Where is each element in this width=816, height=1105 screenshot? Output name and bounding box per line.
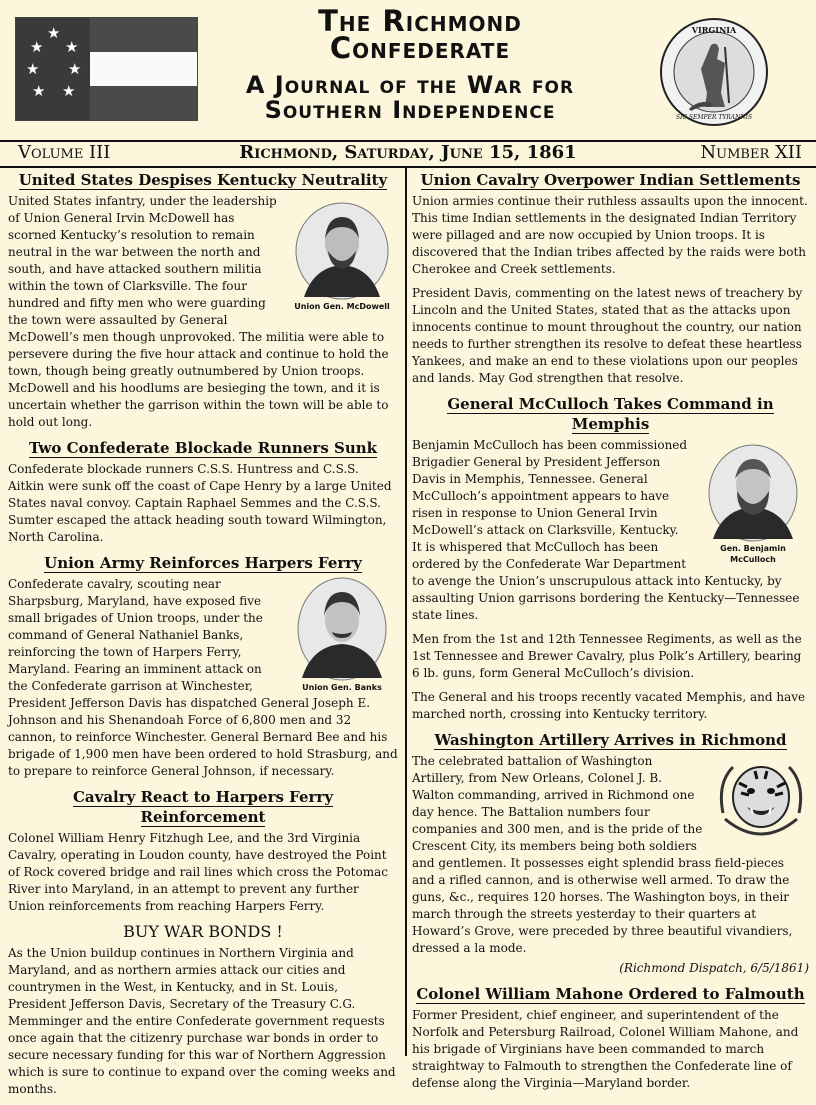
article-body: Confederate blockade runners C.S.S. Huntress and C.S.S. Aitkin were sunk off the coast of Cape Henry by a large United States naval convoy. Captain Raphael Semmes and the C.S.S. Sumter escaped the attack heading south toward Wilmington, North Carolina. (8, 462, 392, 544)
article-indian-settlements (412, 170, 809, 387)
article-cavalry-react (8, 787, 398, 915)
headline: Washington Artillery Arrives in Richmond (434, 731, 787, 749)
headline: General McCulloch Takes Command in Memphis (447, 395, 774, 433)
article-body: Union armies continue their ruthless assaults upon the innocent. This time Indian settlements in the designated Indian Territory were pillaged and are now occupied by Union troops. It is discovered that the Indian tribes affected by the raids were both Cherokee and Creek settlements. (412, 194, 808, 276)
article-body: Benjamin McCulloch has been commissioned Brigadier General by President Jefferson Davis in Memphis, Tennessee. General McCulloch’s appointment appears to have risen in response to Union General Irvin McDowell’s attack on Clarksville, Kentucky. It is whispered that McCulloch has been ordered by the Confederate War Department to avenge the Union’s unscrupulous attack into Kentucky, by assaulting Union garrisons bordering the Kentucky—Tennessee state lines. (412, 438, 800, 622)
headline: Cavalry React to Harpers Ferry Reinforcement (72, 788, 334, 826)
headline: Colonel William Mahone Ordered to Falmouth (416, 985, 805, 1003)
tiger-head-icon (715, 753, 807, 851)
article-body: The celebrated battalion of Washington Artillery, from New Orleans, Colonel J. B. Walton commanding, arrived in Richmond one day hence. The Battalion numbers four companies and 300 men, and is the pride of the Crescent City, its members being both soldiers and gentlemen. It possesses eight splendid brass field-pieces and a rifled cannon, and is otherwise well armed. To draw the guns, &c., requires 120 horses. The Washington boys, in their march through the streets yesterday to their quarters at Howard’s Grove, were preceded by three beautiful vivandiers, dressed a la mode. (412, 754, 793, 955)
headline: Two Confederate Blockade Runners Sunk (28, 439, 378, 457)
article-mcculloch (412, 394, 809, 723)
left-column (8, 170, 398, 1105)
article-blockade-runners (8, 438, 398, 546)
newspaper-subtitle: A Journal of the War for Southern Independence (245, 71, 575, 124)
column-divider (405, 166, 407, 1056)
article-body: President Davis, commenting on the latest news of treachery by Lincoln and the United States, stated that as the attacks upon innocents continue to mount throughout the country, our nation needs to further strengthen its resolve to defeat these heartless Yankees, and make an end to these violations upon our peoples and lands. May God strengthen that resolve. (412, 286, 803, 385)
newspaper-title: The Richmond Confederate (318, 4, 522, 65)
headline: BUY WAR BONDS ! (123, 922, 283, 941)
article-body: Former President, chief engineer, and superintendent of the Norfolk and Petersburg Railroad, Colonel William Mahone, and his brigade of Virginians have been commanded to march straightway to Falmouth to strengthen the Confederate line of defense along the Virginia—Maryland border. (412, 1008, 799, 1090)
article-body: The General and his troops recently vacated Memphis, and have marched north, crossing into Kentucky territory. (412, 690, 806, 721)
mcculloch-portrait: Gen. Benjamin McCulloch (697, 443, 809, 565)
article-harpers-ferry (8, 553, 398, 780)
portrait-icon (294, 576, 390, 682)
portrait-icon (294, 201, 390, 301)
svg-text:SIC SEMPER TYRANNIS: SIC SEMPER TYRANNIS (675, 114, 753, 121)
article-war-bonds (8, 922, 398, 1098)
issue-number: Number XII (700, 142, 802, 163)
article-body: Colonel William Henry Fitzhugh Lee, and the 3rd Virginia Cavalry, operating in Loudon county, have destroyed the Point of Rock covered bridge and rail lines which cross the Potomac River into Maryland, in an attempt to prevent any further Union reinforcements from reaching Harpers Ferry. (8, 831, 388, 913)
issue-date: Richmond, Saturday, June 15, 1861 (239, 142, 577, 163)
citation: (Richmond Dispatch, 6/5/1861) (619, 961, 809, 975)
article-body: Men from the 1st and 12th Tennessee Regiments, as well as the 1st Tennessee and Brewer Cavalry, plus Polk’s Artillery, bearing 6 lb. guns, form General McCulloch’s division. (412, 632, 802, 680)
volume-label: Volume III (18, 142, 111, 163)
banks-portrait: Union Gen. Banks (286, 576, 398, 693)
article-washington-artillery (412, 730, 809, 977)
right-column (412, 170, 809, 1099)
mcdowell-portrait: Union Gen. McDowell (286, 201, 398, 312)
tiger-emblem (713, 753, 809, 851)
headline: Union Cavalry Overpower Indian Settlements (420, 171, 801, 189)
dateline-bar (0, 140, 816, 168)
article-body: As the Union buildup continues in Northern Virginia and Maryland, and as northern armies attack our cities and countrymen in the West, in Kentucky, and in St. Louis, President Jefferson Davis, Secretary of the Treasury C.G. Memminger and the entire Confederate government requests once again that the citizenry purchase war bonds in order to secure necessary funding for this war of Northern Aggression which is sure to continue to expand over the coming weeks and months. (8, 946, 396, 1096)
masthead (0, 0, 816, 138)
svg-text:VIRGINIA: VIRGINIA (691, 25, 737, 35)
virginia-seal-icon (659, 17, 769, 127)
article-body: United States infantry, under the leadership of Union General Irvin McDowell has scorned Kentucky’s resolution to remain neutral in the war between the north and south, and have attacked southern militia within the town of Clarksville. The four hundred and fifty men who were guarding the town were assaulted by General McDowell’s men though unprovoked. The militia were able to persevere during the five hour attack and continue to hold the town, though being greatly outnumbered by Union troops. McDowell and his hoodlums are besieging the town, and it is uncertain whether the garrison within the town will be able to hold out long. (8, 194, 389, 429)
headline: Union Army Reinforces Harpers Ferry (44, 554, 362, 572)
article-mahone (412, 984, 809, 1092)
portrait-icon (705, 443, 801, 543)
headline: United States Despises Kentucky Neutrality (18, 171, 388, 189)
article-body: Confederate cavalry, scouting near Sharpsburg, Maryland, have exposed five small brigades of Union troops, under the command of General Nathaniel Banks, reinforcing the town of Harpers Ferry, Maryland. Fearing an imminent attack on the Confederate garrison at Winchester, President Jefferson Davis has dispatched General Joseph E. Johnson and his Shenandoah Force of 6,800 men and 32 cannon, to reinforce Winchester. General Bernard Bee and his brigade of 1,900 men have been ordered to hold Strasburg, and to prepare to reinforce General Johnson, if necessary. (8, 577, 398, 778)
confederate-flag-icon: ★ ★ ★ ★ ★ ★ ★ (15, 17, 198, 121)
article-kentucky-neutrality (8, 170, 398, 431)
